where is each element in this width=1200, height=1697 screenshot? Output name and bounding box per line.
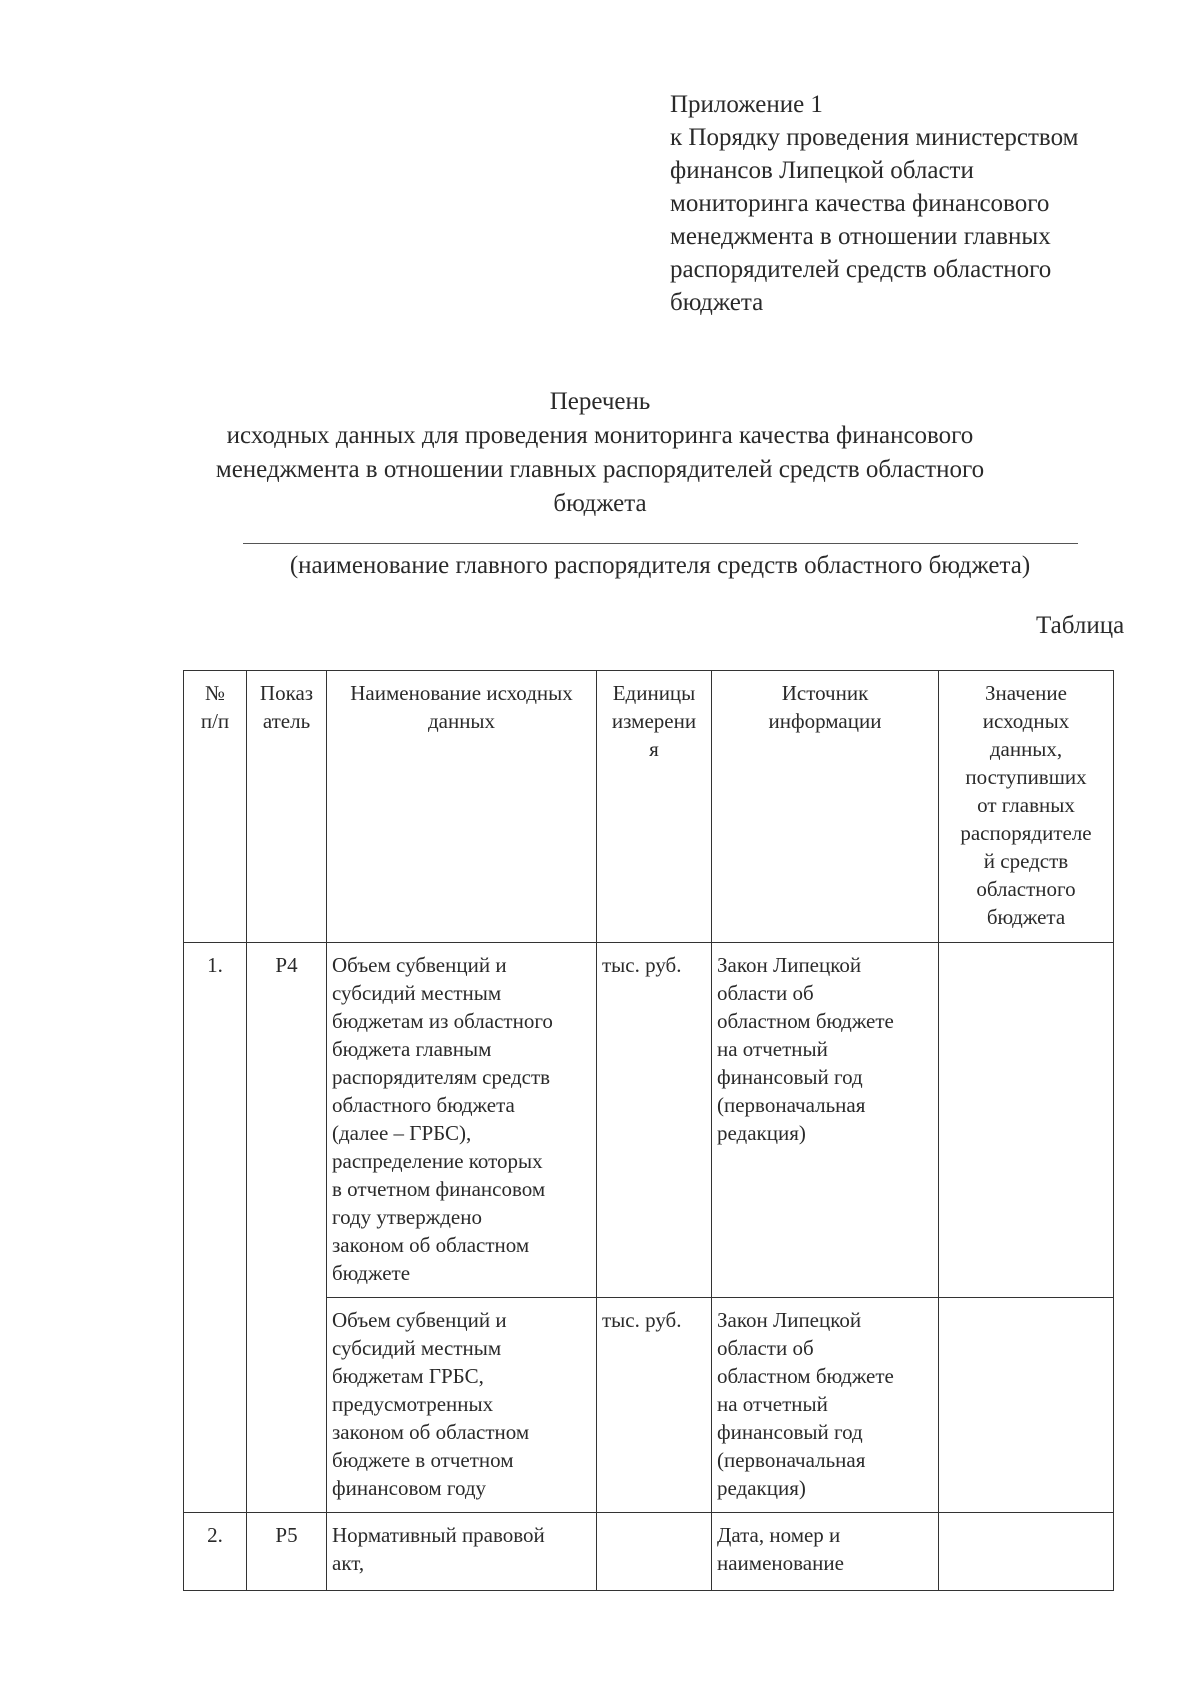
row-units: тыс. руб. [597, 943, 712, 1298]
appendix-header [670, 88, 1170, 319]
header-units: Единицы измерени я [597, 671, 712, 943]
row-source: Закон Липецкой области об областном бюджете на отчетный финансовый год (первоначальная редакция) [712, 943, 939, 1298]
row-name: Объем субвенций и субсидий местным бюджетам ГРБС, предусмотренных законом об областном бюджете в отчетном финансовом году [327, 1298, 597, 1513]
title-line: бюджета [553, 490, 647, 517]
table-row [184, 943, 1114, 1298]
source-data-table [183, 670, 1114, 1591]
appendix-line: распорядителей средств областного [670, 256, 1052, 283]
title-line: менеджмента в отношении главных распорядителей средств областного [215, 456, 985, 483]
row-indicator: Р5 [247, 1513, 327, 1591]
fill-in-line [243, 543, 1078, 544]
table-header-row [184, 671, 1114, 943]
row-num: 2. [184, 1513, 247, 1591]
appendix-line: финансов Липецкой области [670, 157, 974, 184]
row-source: Закон Липецкой области об областном бюджете на отчетный финансовый год (первоначальная редакция) [712, 1298, 939, 1513]
table-label: Таблица [1036, 612, 1125, 639]
header-indicator: Показ атель [247, 671, 327, 943]
title-line: Перечень [549, 388, 651, 415]
header-name: Наименование исходных данных [327, 671, 597, 943]
appendix-line: мониторинга качества финансового [670, 190, 1050, 217]
appendix-line: Приложение 1 [670, 91, 823, 118]
row-name: Нормативный правовой акт, [327, 1513, 597, 1591]
table-row [184, 1513, 1114, 1591]
title-line: исходных данных для проведения мониторинга качества финансового [226, 422, 974, 449]
row-units [597, 1513, 712, 1591]
header-value: Значение исходных данных, поступивших от главных распорядителе й средств областного бюджета [939, 671, 1114, 943]
appendix-line: менеджмента в отношении главных [670, 223, 1051, 250]
row-indicator: Р4 [247, 943, 327, 1513]
header-source: Источник информации [712, 671, 939, 943]
document-title [160, 385, 1040, 521]
header-num: № п/п [184, 671, 247, 943]
row-num: 1. [184, 943, 247, 1513]
row-name: Объем субвенций и субсидий местным бюджетам из областного бюджета главным распорядителям средств областного бюджета (далее – ГРБС), распределение которых в отчетном финансовом году утверждено законом об областном бюджете [327, 943, 597, 1298]
row-value [939, 1298, 1114, 1513]
row-value [939, 943, 1114, 1298]
row-value [939, 1513, 1114, 1591]
row-units: тыс. руб. [597, 1298, 712, 1513]
name-caption: (наименование главного распорядителя средств областного бюджета) [289, 552, 1031, 579]
appendix-line: бюджета [670, 289, 764, 316]
appendix-line: к Порядку проведения министерством [670, 124, 1079, 151]
row-source: Дата, номер и наименование [712, 1513, 939, 1591]
